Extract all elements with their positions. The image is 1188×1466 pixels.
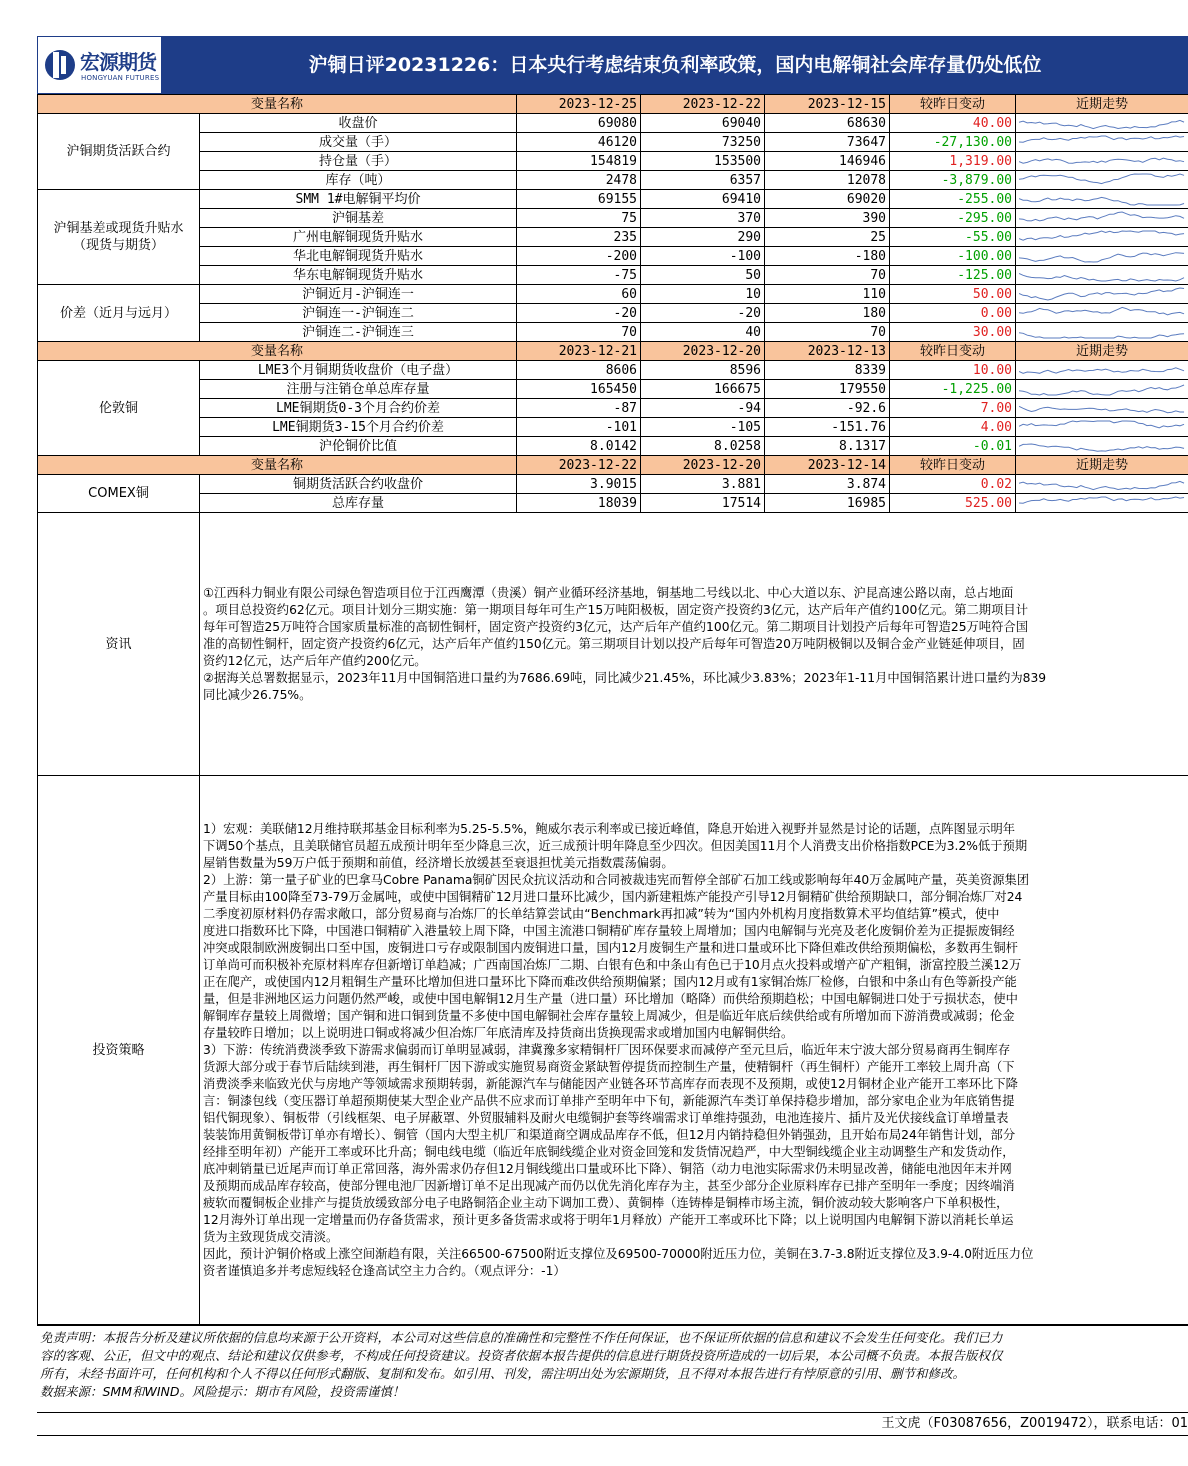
- value-date1: 3.9015: [517, 475, 641, 494]
- sparkline-icon: [1019, 380, 1185, 398]
- column-header-date2: 2023-12-22: [641, 95, 765, 114]
- change-value: 525.00: [890, 494, 1016, 513]
- value-date1: 8606: [517, 361, 641, 380]
- text-line: 存量较昨日增加；以上说明进口铜或将减少但冶炼厂年底清库及持货商出货换现需求或增加国内电解铜供给。: [203, 1025, 794, 1040]
- variable-name: 华东电解铜现货升贴水: [200, 266, 517, 285]
- text-line: 底冲刺销量已近尾声而订单正常回落，海外需求仍存但12月铜线缆出口量或环比下降）、铜箔（动力电池实际需求仍未明显改善，储能电池因年末并网: [203, 1161, 1012, 1176]
- text-line: 铝代铜现象）、铜板带（引线框架、电子屏蔽罩、外贸服辅料及耐火电缆铜护套等终端需求订单维持强劲，电池连接片、插片及光伏接线盒订单增量表: [203, 1110, 1009, 1125]
- report-title: 沪铜日评20231226：日本央行考虑结束负利率政策，国内电解铜社会库存量仍处低位: [308, 54, 1042, 76]
- trend-sparkline: [1016, 475, 1188, 494]
- value-date2: 17514: [641, 494, 765, 513]
- trend-sparkline: [1016, 133, 1188, 152]
- column-header-change: 较昨日变动: [890, 456, 1016, 475]
- sparkline-icon: [1019, 323, 1185, 341]
- table-row: [38, 494, 1188, 513]
- report: [37, 36, 1188, 1436]
- value-date2: 290: [641, 228, 765, 247]
- change-value: -27,130.00: [890, 133, 1016, 152]
- column-header-date2: 2023-12-20: [641, 456, 765, 475]
- text-line: 因此，预计沪铜价格或上涨空间渐趋有限，关注66500-67500附近支撑位及69500-70000附近压力位，美铜在3.7-3.8附近支撑位及3.9-4.0附近压力位: [203, 1246, 1034, 1261]
- text-line: 二季度初原材料仍存需求敞口，部分贸易商与冶炼厂的长单结算尝试由“Benchmark再扣减”转为“国内外机构月度指数算术平均值结算”模式，使中: [203, 906, 1000, 921]
- text-line: 正在爬产，或使国内12月粗铜生产量环比增加但进口量环比下降而难改供给预期偏紧；国内12月或有1家铜冶炼厂检修，白银和中条山有色等新投产能: [203, 974, 1017, 989]
- logo-sub: HONGYUAN FUTURES: [81, 74, 160, 82]
- column-header-date1: 2023-12-21: [517, 342, 641, 361]
- variable-name: LME3个月铜期货收盘价（电子盘）: [200, 361, 517, 380]
- row-category: 沪铜基差或现货升贴水（现货与期货）: [38, 190, 200, 285]
- text-line: 1）宏观：美联储12月维持联邦基金目标利率为5.25-5.5%，鲍威尔表示利率或已接近峰值，降息开始进入视野并显然是讨论的话题，点阵图显示明年: [203, 821, 1016, 836]
- table-row: [38, 418, 1188, 437]
- variable-name: 注册与注销仓单总库存量: [200, 380, 517, 399]
- column-header-date3: 2023-12-13: [765, 342, 890, 361]
- text-line: ②据海关总署数据显示，2023年11月中国铜箔进口量约为7686.69吨，同比减少21.45%，环比减少3.83%；2023年1-11月中国铜箔累计进口量约为839: [203, 670, 1047, 685]
- trend-sparkline: [1016, 399, 1188, 418]
- change-value: 0.02: [890, 475, 1016, 494]
- text-line: 装装饰用黄铜板带订单亦有增长）、铜管（国内大型主机厂和渠道商空调成品库存不低，但12月内销持稳但外销强劲，且开始布局24年销售计划，部分: [203, 1127, 1016, 1142]
- table-row: [38, 285, 1188, 304]
- sparkline-icon: [1019, 266, 1185, 284]
- table-row: [38, 171, 1188, 190]
- sparkline-icon: [1019, 361, 1185, 379]
- value-date3: 180: [765, 304, 890, 323]
- value-date3: 25: [765, 228, 890, 247]
- column-header-trend: 近期走势: [1016, 342, 1188, 361]
- value-date2: 166675: [641, 380, 765, 399]
- trend-sparkline: [1016, 285, 1188, 304]
- value-date1: 69155: [517, 190, 641, 209]
- variable-name: 总库存量: [200, 494, 517, 513]
- text-line: 疲软而覆铜板企业排产与提货放缓致部分电子电路铜箔企业主动下调加工费）、黄铜棒（连铸棒是铜棒市场主流，铜价波动较大影响客户下单积极性，: [203, 1195, 1009, 1210]
- column-header-name: 变量名称: [38, 342, 517, 361]
- value-date3: 110: [765, 285, 890, 304]
- text-line: 准的高韧性铜杆，固定资产投资约6亿元，达产后年产值约150亿元。第三期项目计划以投产后每年可智造20万吨阴极铜以及铜合金产业链延伸项目，固: [203, 636, 1025, 651]
- change-value: 7.00: [890, 399, 1016, 418]
- column-header-date1: 2023-12-22: [517, 456, 641, 475]
- value-date3: 146946: [765, 152, 890, 171]
- trend-sparkline: [1016, 209, 1188, 228]
- value-date2: -105: [641, 418, 765, 437]
- value-date2: 50: [641, 266, 765, 285]
- row-category: 伦敦铜: [38, 361, 200, 456]
- value-date3: -180: [765, 247, 890, 266]
- change-value: -295.00: [890, 209, 1016, 228]
- column-header-name: 变量名称: [38, 456, 517, 475]
- change-value: 40.00: [890, 114, 1016, 133]
- value-date1: 75: [517, 209, 641, 228]
- column-header-date3: 2023-12-15: [765, 95, 890, 114]
- trend-sparkline: [1016, 437, 1188, 456]
- table-row: [38, 475, 1188, 494]
- change-value: -125.00: [890, 266, 1016, 285]
- text-line: 数据来源：SMM和WIND。风险提示：期市有风险，投资需谨慎！: [40, 1384, 405, 1399]
- value-date1: 60: [517, 285, 641, 304]
- text-line: 订单尚可而积极补充原材料库存但新增订单趋减；广西南国冶炼厂二期、白银有色和中条山有色已于10月点火投料或增产矿产粗铜，浙富控股兰溪12万: [203, 957, 1022, 972]
- text-line: ①江西科力铜业有限公司绿色智造项目位于江西鹰潭（贵溪）铜产业循环经济基地，铜基地二号线以北、中心大道以东、沪昆高速公路以南，总占地面: [203, 585, 1014, 600]
- sparkline-icon: [1019, 114, 1185, 132]
- table-row: [38, 247, 1188, 266]
- value-date1: -75: [517, 266, 641, 285]
- trend-sparkline: [1016, 247, 1188, 266]
- value-date3: 179550: [765, 380, 890, 399]
- variable-name: 沪铜连二-沪铜连三: [200, 323, 517, 342]
- variable-name: 成交量（手）: [200, 133, 517, 152]
- column-header-name: 变量名称: [38, 95, 517, 114]
- text-line: 容的客观、公正，但文中的观点、结论和建议仅供参考，不构成任何投资建议。投资者依据本报告提供的信息进行期货投资所造成的一切后果，本公司概不负责。本报告版权仅: [40, 1348, 1003, 1363]
- data-table: [37, 94, 1188, 1325]
- column-header-trend: 近期走势: [1016, 95, 1188, 114]
- value-date3: -92.6: [765, 399, 890, 418]
- value-date2: -100: [641, 247, 765, 266]
- text-line: 及预期而成品库存较高，使部分锂电池厂因新增订单不足出现减产而仍以优先消化库存为主，甚至少部分企业原料库存已排产至明年一季度；因终端消: [203, 1178, 1015, 1193]
- value-date1: -87: [517, 399, 641, 418]
- variable-name: 沪伦铜价比值: [200, 437, 517, 456]
- variable-name: SMM 1#电解铜平均价: [200, 190, 517, 209]
- value-date1: -20: [517, 304, 641, 323]
- sparkline-icon: [1019, 228, 1185, 246]
- variable-name: 收盘价: [200, 114, 517, 133]
- change-value: 50.00: [890, 285, 1016, 304]
- strategy-row: [38, 776, 1188, 1325]
- text-line: 3）下游：传统消费淡季致下游需求偏弱而订单明显减弱，津冀豫多家精铜杆厂因环保要求而减停产至元旦后，临近年末宁波大部分贸易商再生铜库存: [203, 1042, 1011, 1057]
- logo-name: 宏源期货: [80, 50, 156, 74]
- text-line: 下调50个基点，且美联储官员超五成预计明年至少降息三次，近三成预计明年降息至少四次。但因美国11月个人消费支出价格指数PCE为3.2%低于预期: [203, 838, 1028, 853]
- text-line: 冲突或限制欧洲废铜出口至中国，废铜进口亏存或限制国内废铜进口量，国内12月废铜生产量和进口量或环比下降但难改供给预期偏松，多数再生铜杆: [203, 940, 1018, 955]
- trend-sparkline: [1016, 304, 1188, 323]
- author-contact: 王文虎（F03087656，Z0019472），联系电话：01: [37, 1412, 1188, 1436]
- hongyuan-logo-icon: [44, 46, 76, 84]
- value-date3: 70: [765, 266, 890, 285]
- value-date2: 73250: [641, 133, 765, 152]
- trend-sparkline: [1016, 228, 1188, 247]
- column-header-change: 较昨日变动: [890, 342, 1016, 361]
- value-date3: -151.76: [765, 418, 890, 437]
- value-date2: -94: [641, 399, 765, 418]
- strategy-label: 投资策略: [38, 776, 200, 1325]
- variable-name: 广州电解铜现货升贴水: [200, 228, 517, 247]
- value-date3: 390: [765, 209, 890, 228]
- trend-sparkline: [1016, 323, 1188, 342]
- value-date1: 70: [517, 323, 641, 342]
- value-date1: 8.0142: [517, 437, 641, 456]
- sparkline-icon: [1019, 152, 1185, 170]
- text-line: 屋销售数量为59万户低于预期和前值，经济增长放缓甚至衰退担忧美元指数震荡偏弱。: [203, 855, 674, 870]
- change-value: -55.00: [890, 228, 1016, 247]
- value-date2: 69040: [641, 114, 765, 133]
- row-category: 价差（近月与远月）: [38, 285, 200, 342]
- text-line: 货源大部分或于春节后陆续到港，再生铜杆厂因下游或实施贸易商资金紧缺暂停提货而控制生产量，使精铜杆（再生铜杆）产能开工率较上周升高（下: [203, 1059, 1015, 1074]
- value-date3: 8339: [765, 361, 890, 380]
- table-row: [38, 190, 1188, 209]
- variable-name: 华北电解铜现货升贴水: [200, 247, 517, 266]
- trend-sparkline: [1016, 266, 1188, 285]
- text-line: 资约12亿元，达产后年产值约200亿元。: [203, 653, 427, 668]
- sparkline-icon: [1019, 304, 1185, 322]
- table-row: [38, 437, 1188, 456]
- sparkline-icon: [1019, 418, 1185, 436]
- column-header-change: 较昨日变动: [890, 95, 1016, 114]
- change-value: 0.00: [890, 304, 1016, 323]
- text-line: 所有，未经书面许可，任何机构和个人不得以任何形式翻版、复制和发布。如引用、刊发，需注明出处为宏源期货，且不得对本报告进行有悖原意的引用、删节和修改。: [40, 1366, 966, 1381]
- row-category: COMEX铜: [38, 475, 200, 513]
- value-date3: 3.874: [765, 475, 890, 494]
- value-date2: 69410: [641, 190, 765, 209]
- text-line: 同比减少26.75%。: [203, 687, 312, 702]
- trend-sparkline: [1016, 114, 1188, 133]
- sparkline-icon: [1019, 209, 1185, 227]
- sparkline-icon: [1019, 475, 1185, 493]
- company-logo: [37, 36, 162, 94]
- table-row: [38, 209, 1188, 228]
- text-line: 资者谨慎追多并考虑短线轻仓逢高试空主力合约。（观点评分：-1）: [203, 1263, 566, 1278]
- report-header: [37, 36, 1188, 94]
- text-line: 免责声明：本报告分析及建议所依据的信息均来源于公开资料，本公司对这些信息的准确性和完整性不作任何保证，也不保证所依据的信息和建议不会发生任何变化。我们已力: [40, 1330, 1003, 1345]
- value-date2: 370: [641, 209, 765, 228]
- text-line: 每年可智造25万吨符合国家质量标准的高韧性铜杆，固定资产投资约3亿元，达产后年产值约100亿元。第二期项目计划投产后每年可智造25万吨符合国: [203, 619, 1028, 634]
- table-row: [38, 133, 1188, 152]
- variable-name: 铜期货活跃合约收盘价: [200, 475, 517, 494]
- text-line: 产量目标由100降至73-79万金属吨，或使中国铜精矿12月进口量环比减少，国内新建粗炼产能投产引导12月铜精矿供给预期缺口，部分铜冶炼厂对24: [203, 889, 1023, 904]
- variable-name: 库存（吨）: [200, 171, 517, 190]
- value-date1: 69080: [517, 114, 641, 133]
- table-row: [38, 380, 1188, 399]
- news-row: [38, 513, 1188, 776]
- value-date3: 68630: [765, 114, 890, 133]
- change-value: -100.00: [890, 247, 1016, 266]
- text-line: 经排至明年初）产能开工率或环比升高；铜电线电缆（临近年底铜线缆企业对资金回笼和发货情况趋严，中大型铜线缆企业主动调整生产和发货动作，: [203, 1144, 1015, 1159]
- table-row: [38, 152, 1188, 171]
- variable-name: 沪铜连一-沪铜连二: [200, 304, 517, 323]
- sparkline-icon: [1019, 437, 1185, 455]
- trend-sparkline: [1016, 494, 1188, 513]
- change-value: 30.00: [890, 323, 1016, 342]
- news-label: 资讯: [38, 513, 200, 776]
- value-date1: 46120: [517, 133, 641, 152]
- sparkline-icon: [1019, 171, 1185, 189]
- news-text: [200, 513, 1188, 776]
- sparkline-icon: [1019, 285, 1185, 303]
- change-value: 10.00: [890, 361, 1016, 380]
- value-date2: 40: [641, 323, 765, 342]
- text-line: 消费淡季来临致光伏与房地产等领域需求预期转弱，新能源汽车与储能因产业链各环节高库存而表现不及预期，或使12月铜材企业产能开工率环比下降: [203, 1076, 1018, 1091]
- value-date3: 12078: [765, 171, 890, 190]
- change-value: -0.01: [890, 437, 1016, 456]
- text-line: 货为主致现货成交清淡。: [203, 1229, 339, 1244]
- change-value: 1,319.00: [890, 152, 1016, 171]
- value-date3: 70: [765, 323, 890, 342]
- value-date1: 165450: [517, 380, 641, 399]
- table-row: [38, 323, 1188, 342]
- section-header-row: [38, 342, 1188, 361]
- value-date1: 154819: [517, 152, 641, 171]
- value-date2: 6357: [641, 171, 765, 190]
- value-date1: 235: [517, 228, 641, 247]
- value-date3: 69020: [765, 190, 890, 209]
- column-header-date2: 2023-12-20: [641, 342, 765, 361]
- variable-name: 持仓量（手）: [200, 152, 517, 171]
- row-category: 沪铜期货活跃合约: [38, 114, 200, 190]
- sparkline-icon: [1019, 190, 1185, 208]
- value-date2: -20: [641, 304, 765, 323]
- variable-name: 沪铜基差: [200, 209, 517, 228]
- trend-sparkline: [1016, 190, 1188, 209]
- column-header-date3: 2023-12-14: [765, 456, 890, 475]
- value-date1: 2478: [517, 171, 641, 190]
- value-date2: 10: [641, 285, 765, 304]
- trend-sparkline: [1016, 171, 1188, 190]
- table-row: [38, 228, 1188, 247]
- text-line: 2）上游：第一量子矿业的巴拿马Cobre Panama铜矿因民众抗议活动和合同被裁违宪而暂停全部矿石加工线或影响每年40万金属吨产量，英美资源集团: [203, 872, 1030, 887]
- text-line: 言：铜漆包线（变压器订单超预期使某大型企业产品供不应求而订单排产至明年中下旬，新能源汽车类订单保持稳步增加，部分家电企业为年底销售提: [203, 1093, 1015, 1108]
- variable-name: LME铜期货0-3个月合约价差: [200, 399, 517, 418]
- text-line: 量，但是非洲地区运力问题仍然严峻，或使中国电解铜12月生产量（进口量）环比增加（略降）而供给预期趋松；中国电解铜进口处于亏损状态，使中: [203, 991, 1018, 1006]
- value-date1: -200: [517, 247, 641, 266]
- table-row: [38, 266, 1188, 285]
- trend-sparkline: [1016, 380, 1188, 399]
- trend-sparkline: [1016, 361, 1188, 380]
- column-header-date1: 2023-12-25: [517, 95, 641, 114]
- text-line: 。项目总投资约62亿元。项目计划分三期实施：第一期项目每年可生产15万吨阳极板，固定资产投资约3亿元，达产后年产值约100亿元。第二期项目计: [203, 602, 1028, 617]
- value-date3: 73647: [765, 133, 890, 152]
- section-header-row: [38, 456, 1188, 475]
- value-date2: 153500: [641, 152, 765, 171]
- text-line: 12月海外订单出现一定增量而仍存备货需求，预计更多备货需求或将于明年1月释放）产能开工率或环比下降；以上说明国内电解铜下游以消耗长单运: [203, 1212, 1014, 1227]
- change-value: -255.00: [890, 190, 1016, 209]
- change-value: -3,879.00: [890, 171, 1016, 190]
- text-line: 解铜库存量较上周微增；国产铜和进口铜到货量不多使中国电解铜社会库存量较上周减少，但是临近年底后续供给或有所增加而下游消费或减弱；伦金: [203, 1008, 1015, 1023]
- change-value: -1,225.00: [890, 380, 1016, 399]
- value-date3: 8.1317: [765, 437, 890, 456]
- sparkline-icon: [1019, 494, 1185, 512]
- trend-sparkline: [1016, 418, 1188, 437]
- section-header-row: [38, 95, 1188, 114]
- variable-name: 沪铜近月-沪铜连一: [200, 285, 517, 304]
- column-header-trend: 近期走势: [1016, 456, 1188, 475]
- variable-name: LME铜期货3-15个月合约价差: [200, 418, 517, 437]
- value-date2: 8596: [641, 361, 765, 380]
- table-row: [38, 304, 1188, 323]
- value-date2: 3.881: [641, 475, 765, 494]
- text-line: 度进口指数环比下降，中国港口铜精矿入港量较上周下降，中国主流港口铜精矿库存量较上周增加；国内电解铜与光亮及老化废铜价差为正提振废铜经: [203, 923, 1015, 938]
- change-value: 4.00: [890, 418, 1016, 437]
- value-date1: 18039: [517, 494, 641, 513]
- sparkline-icon: [1019, 133, 1185, 151]
- value-date1: -101: [517, 418, 641, 437]
- sparkline-icon: [1019, 247, 1185, 265]
- table-row: [38, 361, 1188, 380]
- table-row: [38, 399, 1188, 418]
- disclaimer: [37, 1325, 1188, 1404]
- strategy-text: [200, 776, 1188, 1325]
- table-row: [38, 114, 1188, 133]
- trend-sparkline: [1016, 152, 1188, 171]
- value-date3: 16985: [765, 494, 890, 513]
- sparkline-icon: [1019, 399, 1185, 417]
- value-date2: 8.0258: [641, 437, 765, 456]
